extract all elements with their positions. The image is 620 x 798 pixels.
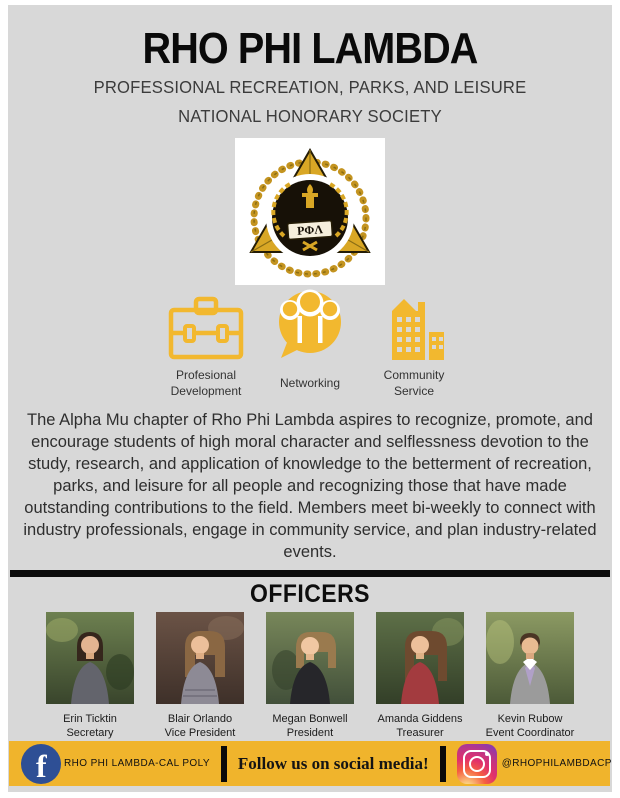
- feature-label: [171, 365, 242, 401]
- feature-label: [280, 365, 340, 401]
- svg-text:ΡΦΛ: ΡΦΛ: [296, 222, 324, 238]
- social-media-bar: [9, 741, 610, 786]
- instagram-icon: [457, 744, 497, 784]
- officer-name: Erin Ticktin: [63, 713, 117, 725]
- briefcase-icon-holder: [168, 294, 244, 360]
- officer-photo: [376, 612, 464, 704]
- instagram-flash-dot: [485, 752, 489, 756]
- feature-label-line1: Community: [383, 368, 445, 382]
- officer-card: [376, 612, 464, 740]
- facebook-f-glyph: f: [36, 747, 47, 784]
- feature-networking: [270, 294, 350, 401]
- page-title: RHO PHI LAMBDA: [142, 24, 478, 73]
- instagram-lens: [469, 756, 485, 772]
- officers-heading: OFFICERS: [250, 580, 370, 608]
- mission-statement: The Alpha Mu chapter of Rho Phi Lambda aspires to recognize, promote, and encourage students of high moral character and selflessness devotion to the study, research, and application of knowledge to the betterment of recreation, parks, and leisure for all people and recognizing those that have made outstanding contributions to the field. Members meet bi-weekly to connect with industry professionals, engage in community service, and plan industry-related events.: [23, 411, 597, 561]
- buildings-icon-holder: [382, 294, 446, 360]
- feature-label-line2: Service: [393, 384, 434, 398]
- rho-phi-lambda-crest-logo: [235, 138, 385, 285]
- facebook-label: RHO PHI LAMBDA-CAL POLY: [64, 758, 210, 769]
- logo-box: [235, 138, 385, 285]
- footer-divider-right: [440, 746, 446, 782]
- feature-label-line1: Profesional: [175, 368, 237, 382]
- subtitle-line-2: NATIONAL HONORARY SOCIETY: [178, 106, 442, 126]
- officer-card: [486, 612, 574, 740]
- section-divider: [10, 570, 610, 577]
- features-row: [8, 294, 612, 401]
- officer-title: Event Coordinator: [485, 727, 575, 739]
- officer-name: Kevin Rubow: [497, 713, 563, 725]
- footer-divider-left: [221, 746, 227, 782]
- people-icon-holder: [274, 294, 346, 360]
- officer-name: Blair Orlando: [167, 713, 233, 725]
- footer-tagline: Follow us on social media!: [237, 753, 429, 773]
- officer-name: Amanda Giddens: [377, 713, 463, 725]
- flyer-page: [8, 5, 612, 792]
- feature-label-line1: Networking: [279, 376, 341, 390]
- instagram-handle: @RHOPHILAMBDACP: [501, 758, 612, 769]
- networking-people-icon: [274, 286, 346, 360]
- community-buildings-icon: [382, 296, 446, 360]
- officer-title: President: [286, 727, 334, 739]
- officer-photo: [266, 612, 354, 704]
- briefcase-icon: [168, 296, 244, 360]
- officers-row: [8, 612, 612, 740]
- feature-label-line2: Development: [170, 384, 242, 398]
- instagram-link[interactable]: [457, 744, 612, 784]
- officer-photo: [486, 612, 574, 704]
- facebook-link[interactable]: [21, 744, 210, 784]
- officer-card: [46, 612, 134, 740]
- feature-label: [384, 365, 445, 401]
- officer-title: Treasurer: [396, 727, 444, 739]
- officer-photo: [156, 612, 244, 704]
- officer-title: Vice President: [164, 727, 236, 739]
- officer-title: Secretary: [66, 727, 114, 739]
- officer-name: Megan Bonwell: [272, 713, 348, 725]
- officer-card: [266, 612, 354, 740]
- facebook-icon: [21, 744, 61, 784]
- officer-card: [156, 612, 244, 740]
- officer-photo: [46, 612, 134, 704]
- feature-professional-development: [166, 294, 246, 401]
- feature-community-service: [374, 294, 454, 401]
- subtitle-line-1: PROFESSIONAL RECREATION, PARKS, AND LEISURE: [93, 77, 527, 97]
